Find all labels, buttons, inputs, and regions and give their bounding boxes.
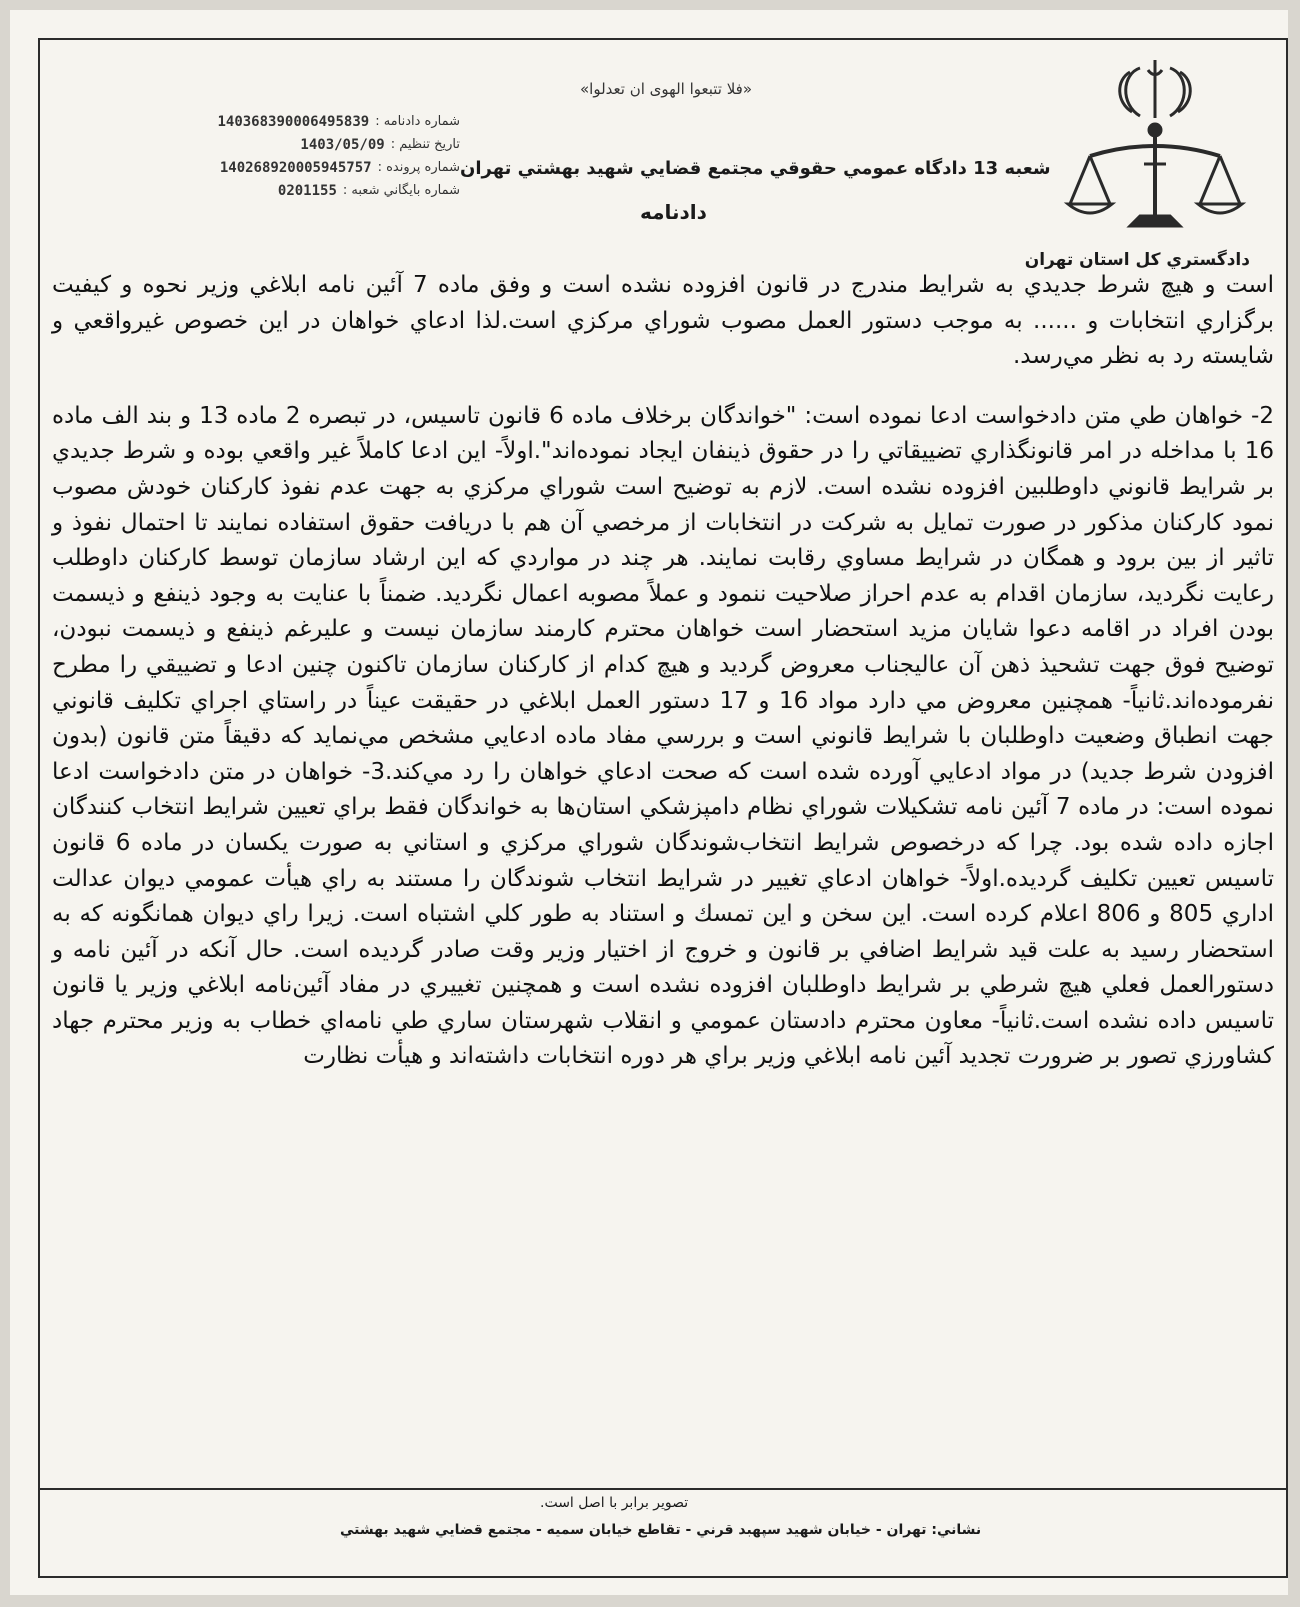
document-frame (38, 38, 1288, 1578)
meta-row-verdict-number (120, 110, 460, 133)
meta-value: 1403/05/09 (300, 136, 385, 153)
case-metadata (120, 110, 460, 202)
judiciary-emblem-icon (1060, 46, 1250, 246)
body-paragraph: 2- خواهان طي متن دادخواست ادعا نموده است: "خواندگان برخلاف ماده 6 قانون تاسيس، در تبصره 2 ماده 13 و بند الف ماده 16 با مداخله در امر قانونگذاري تضييقاتي را در حقوق ذينفان ايجاد نموده‌اند".اولاً- اين ادعا كاملاً غير واقعي بوده و شرط جديدي بر شرايط قانوني داوطلبين افزوده نشده است. لازم به توضيح است شوراي مركزي به جهت عدم نفوذ كاركنان خودش مصوب نمود كاركنان مذكور در صورت تمايل به شركت در انتخابات از مرخصي آن هم با دريافت حقوق استفاده نمايند تا احتمال نفوذ و تاثير از بين برود و همگان در شرايط مساوي رقابت نمايند. هر چند در مواردي كه اين ارشاد سازمان توسط كاركنان داوطلب رعايت نگرديد، سازمان اقدام به عدم احراز صلاحيت ننمود و عملاً مصوبه اعمال نگرديد. ضمناً با عنايت به وجود ذينفع و ذيسمت بودن افراد در اقامه دعوا شايان مزيد استحضار است خواهان محترم كارمند سازمان نيست و عليرغم ذينفع و ذيسمت نبودن، توضيح فوق جهت تشحيذ ذهن آن عاليجناب معروض گرديد و هيچ كدام از كاركنان سازمان تاكنون چنين ادعا و تضييقي را مطرح نفرموده‌اند.ثانياً- همچنين معروض مي دارد مواد 16 و 17 دستور العمل ابلاغي در حقيقت عيناً در راستاي اجراي تكليف قانوني جهت انطباق وضعيت داوطلبان با شرايط قانوني است و بررسي مفاد ماده ادعايي مشخص مي‌نمايد كه دقيقاً متن قانون (بدون افزودن شرط جديد) در مواد ادعايي آورده شده است كه صحت ادعاي خواهان را رد مي‌كند.3- خواهان در متن دادخواست ادعا نموده است: در ماده 7 آئين نامه تشكيلات شوراي نظام دامپزشكي استان‌ها به خواندگان فقط براي تعيين شرايط انتخاب كنندگان اجازه داده شده بود. چرا كه درخصوص شرايط انتخاب‌شوندگان شوراي مركزي و استاني به صورت يكسان در ماده 6 قانون تاسيس تعيين تكليف گرديده.اولاً- خواهان ادعاي تغيير در شرايط انتخاب شوندگان را مستند به راي هيأت عمومي ديوان عدالت اداري 805 و 806 اعلام كرده است. اين سخن و اين تمسك و استناد به طور كلي اشتباه است. زيرا راي ديوان همانگونه كه به استحضار رسيد به علت قيد شرايط اضافي بر قانون و خروج از اختيار وزير وقت صادر گرديده است. حال آنكه در آئين نامه و دستورالعمل فعلي هيچ شرطي بر شرايط داوطلبان افزوده نشده است و همچنين تغييري در مفاد آئين‌نامه ابلاغي وزير يا قانون تاسيس داده نشده است.ثانياً- معاون محترم دادستان عمومي و انقلاب شهرستان ساري طي نامه‌اي خطاب به وزير محترم جهاد كشاورزي تصور بر ضرورت تجديد آئين نامه ابلاغي وزير براي هر دوره انتخابات داشته‌اند و هيأت نظارت (52, 402, 1275, 1070)
meta-label: شماره بايگاني شعبه : (342, 183, 460, 198)
meta-row-date (120, 133, 460, 156)
meta-row-archive-number (120, 179, 460, 202)
court-name-label: دادگستري كل استان تهران (1024, 250, 1250, 270)
document-title: دادنامه (640, 200, 707, 224)
meta-value: 0201155 (277, 182, 337, 199)
footer-divider (40, 1488, 1286, 1490)
meta-value: 140368390006495839 (217, 113, 370, 130)
certification-note: تصوير برابر با اصل است. (540, 1495, 689, 1511)
header-quote: «فلا تتبعوا الهوی ان تعدلوا» (580, 80, 753, 98)
body-paragraph: است و هيچ شرط جديدي به شرايط مندرج در قانون افزوده نشده است و وفق ماده 7 آئين نامه ابلاغي وزير نحوه و كيفيت برگزاري انتخابات و ...... به موجب دستور العمل مصوب شوراي مركزي است.لذا ادعاي خواهان در اين خصوص غيرواقعي و شايسته رد به نظر مي‌رسد. (52, 272, 1274, 370)
court-address: نشاني: تهران - خيابان شهيد سپهبد قرني - تقاطع خيابان سميه - مجتمع قضايي شهيد بهشتي (340, 1522, 982, 1538)
document-page (10, 10, 1288, 1595)
meta-value: 140268920005945757 (219, 159, 372, 176)
meta-label: شماره دادنامه : (375, 114, 460, 129)
meta-label: تاريخ تنظيم : (390, 137, 460, 152)
verdict-body (52, 268, 1274, 1075)
branch-line: شعبه 13 دادگاه عمومي حقوقي مجتمع قضايي شهيد بهشتي تهران (460, 158, 1051, 179)
meta-label: شماره پرونده : (377, 160, 460, 175)
meta-row-case-number (120, 156, 460, 179)
